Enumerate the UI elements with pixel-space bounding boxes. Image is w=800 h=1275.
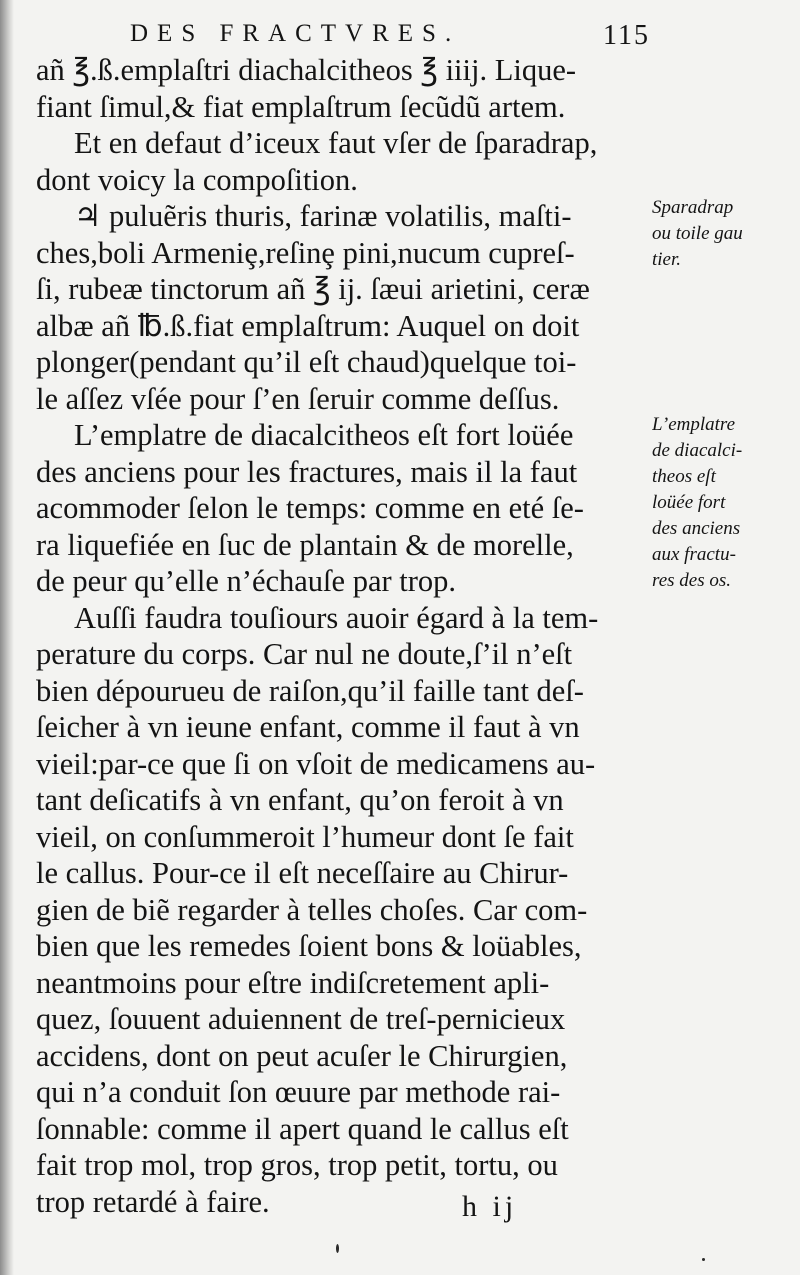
text-line: le aſſez vſée pour ſ’en ſeruir comme deſſus. <box>36 381 560 416</box>
margin-note-line: ou toile gau <box>652 223 743 244</box>
text-line: vieil, on conſummeroit l’humeur dont ſe fait <box>36 819 574 854</box>
paragraph-start-line: Auſſi faudra touſiours auoir égard à la tem- <box>74 600 599 635</box>
margin-note-line: loüée fort <box>652 492 726 513</box>
paragraph-start-line: ♃ puluẽris thuris, farinæ volatilis, maſti- <box>74 199 572 233</box>
margin-note-emplatre <box>652 412 798 594</box>
margin-note-sparadrap <box>652 195 798 273</box>
text-line: plonger(pendant qu’il eſt chaud)quelque toi- <box>36 345 577 379</box>
margin-note-line: Sparadrap <box>652 197 734 218</box>
text-line: añ ℥.ß.emplaſtri diachalcitheos ℥ iiij. Lique- <box>36 53 577 87</box>
text-line: ches,boli Armeniȩ,reſinȩ pini,nucum cupreſ- <box>36 235 575 270</box>
text-line: ra liquefiée en ſuc de plantain & de morelle, <box>36 527 574 562</box>
margin-note-line: aux fractu- <box>652 544 736 565</box>
margin-note-line: tier. <box>652 249 682 270</box>
text-line: perature du corps. Car nul ne doute,ſ’il n’eſt <box>36 637 573 671</box>
margin-note-line: L’emplatre <box>652 414 736 435</box>
paragraph-start-line: Et en defaut d’iceux faut vſer de ſparadrap, <box>74 126 598 160</box>
running-head: DES FRACTVRES. <box>130 20 461 47</box>
text-line: acommoder ſelon le temps: comme en eté ſe- <box>36 491 584 525</box>
paragraph-start-line: L’emplatre de diacalcitheos eſt fort loüée <box>74 418 574 452</box>
ink-speck <box>336 1244 339 1253</box>
page-header <box>130 14 650 54</box>
text-line: neantmoins pour eſtre indiſcretement apli- <box>36 965 550 1000</box>
text-line: albæ añ ℔.ß.fiat emplaſtrum: Auquel on doit <box>36 308 580 343</box>
margin-note-line: des anciens <box>652 518 741 539</box>
main-text-block <box>36 52 648 1220</box>
text-line: bien que les remedes ſoient bons & loüables, <box>36 929 582 963</box>
text-line: des anciens pour les fractures, mais il la faut <box>36 454 578 489</box>
text-line: dont voicy la compoſition. <box>36 162 358 197</box>
text-line: ſonnable: comme il apert quand le callus eſt <box>36 1111 569 1146</box>
text-line: gien de biẽ regarder à telles choſes. Car com- <box>36 892 588 927</box>
margin-note-line: theos eſt <box>652 466 716 487</box>
text-line: tant deſicatifs à vn enfant, qu’on feroit à vn <box>36 783 564 817</box>
page-number: 115 <box>603 20 650 51</box>
text-line: fait trop mol, trop gros, trop petit, tortu, ou <box>36 1148 558 1182</box>
text-line: bien dépourueu de raiſon,qu’il faille tant deſ- <box>36 673 584 708</box>
text-line: ſi, rubeæ tinctorum añ ℥ ij. ſæui arietini, ceræ <box>36 272 590 306</box>
margin-note-line: de diacalci- <box>652 440 743 461</box>
text-line: quez, ſouuent aduiennent de treſ-pernicieux <box>36 1002 566 1036</box>
text-line: trop retardé à faire. <box>36 1184 270 1219</box>
text-line: ſeicher à vn ieune enfant, comme il faut à vn <box>36 710 580 744</box>
text-line: fiant ſimul,& fiat emplaſtrum ſecũdũ artem. <box>36 89 566 124</box>
text-line: le callus. Pour-ce il eſt neceſſaire au Chirur- <box>36 856 569 890</box>
text-line: accidens, dont on peut acuſer le Chirurgien, <box>36 1038 568 1073</box>
text-line: de peur qu’elle n’échauſe par trop. <box>36 564 457 598</box>
text-line: vieil:par-ce que ſi on vſoit de medicamens au- <box>36 746 596 781</box>
signature-mark: h ij <box>462 1190 518 1223</box>
ink-speck <box>702 1258 705 1261</box>
text-line: qui n’a conduit ſon œuure par methode rai- <box>36 1075 561 1109</box>
margin-note-line: res des os. <box>652 570 731 591</box>
page-binding-shadow <box>0 0 14 1275</box>
